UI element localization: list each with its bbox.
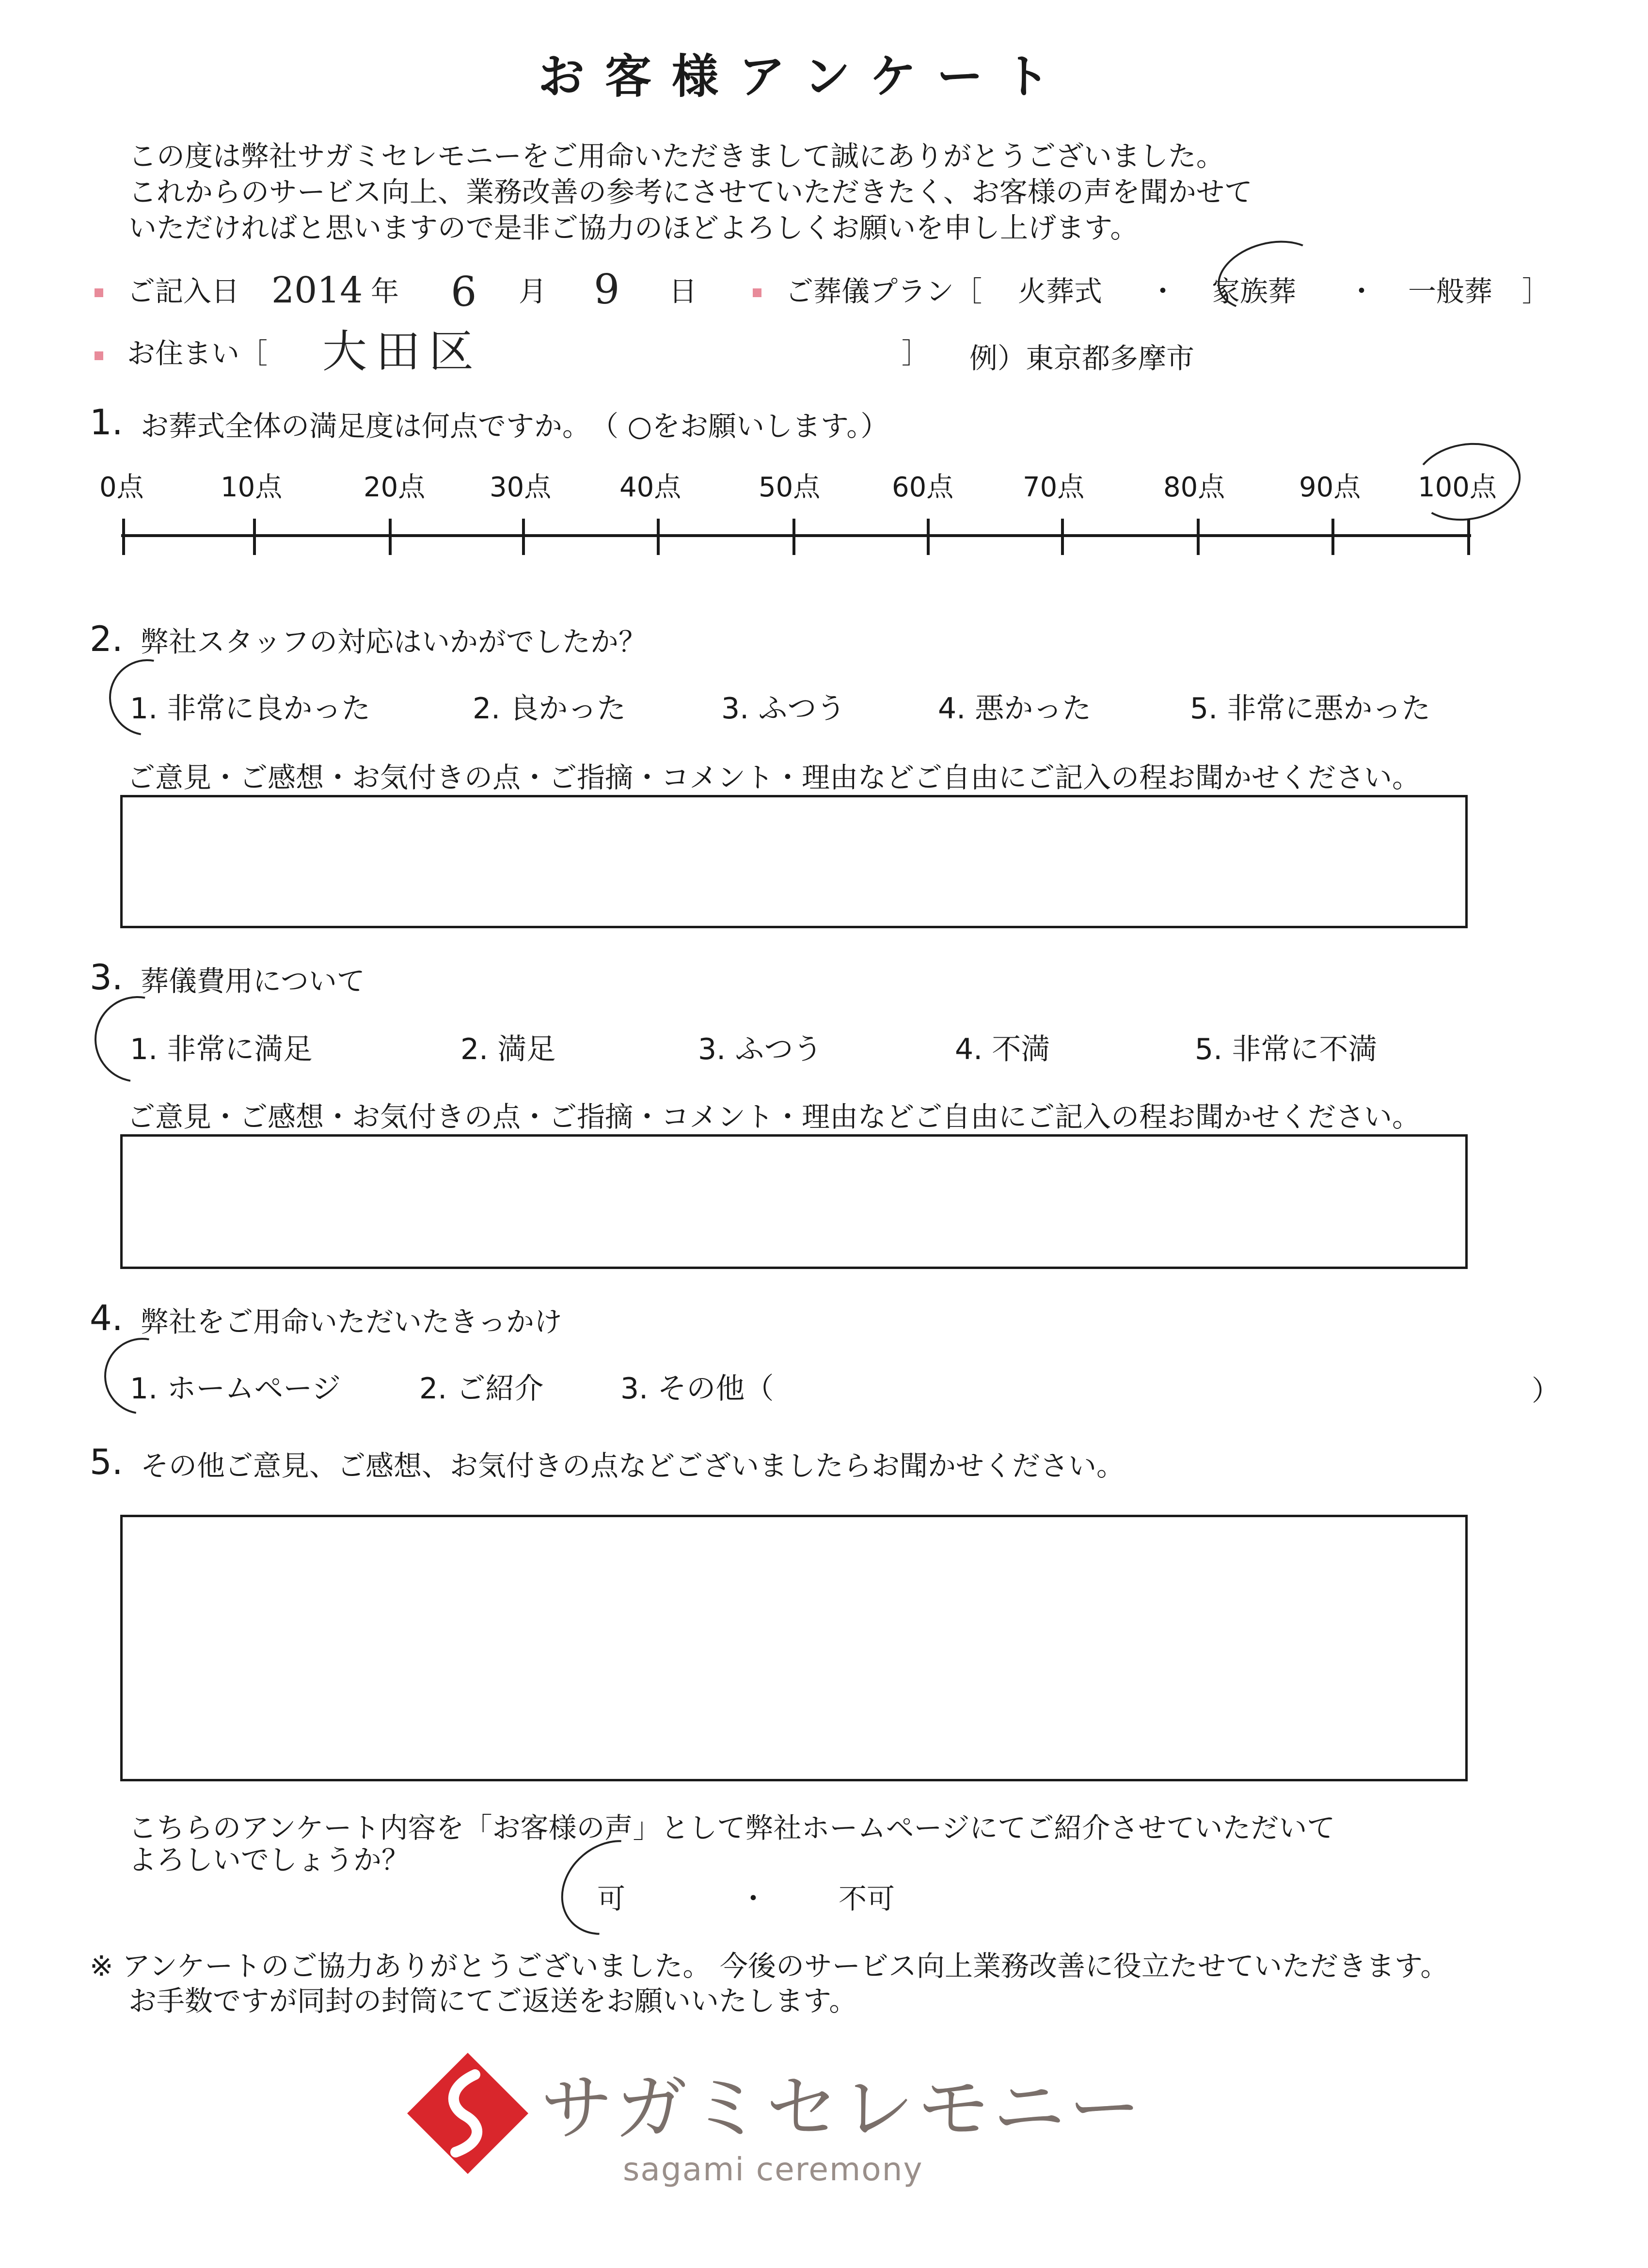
q3-comment-prompt: ご意見・ご感想・お気付きの点・ご指摘・コメント・理由などご自由にご記入の程お聞かせください。 — [127, 1100, 1421, 1133]
publish-option-yes[interactable]: 可 — [597, 1882, 626, 1915]
score-scale-line — [0, 0, 1648, 582]
intro-line: いただければと思いますので是非ご協力のほどよろしくお願いを申し上げます。 — [128, 211, 1139, 244]
plan-close: ］ — [1522, 275, 1551, 308]
intro-line: この度は弊社サガミセレモニーをご用命いただきまして誠にありがとうございました。 — [128, 140, 1224, 173]
q3-option-5[interactable]: 5. 非常に不満 — [1195, 1032, 1378, 1066]
q3-comment-box[interactable] — [120, 1134, 1468, 1269]
q4-option-1[interactable]: 1. ホームページ — [130, 1372, 341, 1406]
q4-option-3[interactable]: 3. その他（ — [620, 1372, 774, 1406]
address-close: ］ — [902, 337, 930, 370]
plan-separator: ・ — [1149, 275, 1177, 308]
q5-number: 5. — [90, 1442, 123, 1482]
plan-option-cremation[interactable]: 火葬式 — [1018, 275, 1103, 308]
q3-text: 葬儀費用について — [141, 965, 365, 998]
q4-text: 弊社をご用命いただいたきっかけ — [141, 1305, 563, 1338]
address-example: 例）東京都多摩市 — [969, 342, 1195, 375]
q2-option-1[interactable]: 1. 非常に良かった — [130, 692, 371, 726]
day-field[interactable]: 9 — [594, 266, 620, 313]
date-label: ご記入日 — [127, 275, 240, 308]
logo-mark-icon — [402, 2048, 533, 2179]
q3-option-4[interactable]: 4. 不満 — [955, 1032, 1050, 1066]
score-label-10[interactable]: 10点 — [221, 472, 283, 503]
footer-note-line: ※ アンケートのご協力ありがとうございました。 今後のサービス向上業務改善に役立たせていただきます。 — [90, 1950, 1449, 1983]
q4-other-close: ） — [1532, 1374, 1560, 1407]
address-field[interactable]: 大田区 — [322, 326, 483, 378]
day-label: 日 — [669, 275, 697, 308]
publish-option-no[interactable]: 不可 — [839, 1882, 895, 1915]
logo-name: サガミセレモニー — [540, 2066, 1144, 2151]
year-field[interactable]: 2014 — [271, 270, 363, 311]
score-label-80[interactable]: 80点 — [1163, 472, 1225, 503]
plan-separator: ・ — [1347, 275, 1376, 308]
q5-comment-box[interactable] — [120, 1515, 1468, 1781]
company-logo — [402, 2048, 1251, 2193]
score-label-70[interactable]: 70点 — [1023, 472, 1085, 503]
q2-option-3[interactable]: 3. ふつう — [721, 692, 846, 726]
publish-separator: ・ — [739, 1882, 768, 1915]
score-label-0[interactable]: 0点 — [99, 472, 144, 503]
q2-option-2[interactable]: 2. 良かった — [473, 692, 626, 726]
q5-text: その他ご意見、ご感想、お気付きの点などございましたらお聞かせください。 — [141, 1449, 1125, 1482]
selection-circle-q4 — [89, 1323, 196, 1429]
plan-option-family[interactable]: 家族葬 — [1212, 275, 1297, 308]
publish-question-line: こちらのアンケート内容を「お客様の声」として弊社ホームページにてご紹介させていただいて — [128, 1811, 1335, 1844]
q1-number: 1. — [90, 402, 123, 443]
score-label-50[interactable]: 50点 — [759, 472, 821, 503]
q3-option-1[interactable]: 1. 非常に満足 — [130, 1032, 313, 1066]
month-field[interactable]: 6 — [451, 268, 477, 316]
q2-number: 2. — [90, 619, 123, 659]
publish-question — [128, 1812, 1335, 1876]
q1-text: お葬式全体の満足度は何点ですか。 （ ○をお願いします。） — [141, 410, 889, 443]
selection-circle-q2 — [94, 644, 201, 751]
q2-comment-box[interactable] — [120, 795, 1468, 928]
q3-option-3[interactable]: 3. ふつう — [698, 1032, 823, 1066]
q3-number: 3. — [90, 957, 123, 998]
year-label: 年 — [371, 275, 399, 308]
score-label-40[interactable]: 40点 — [619, 472, 681, 503]
logo-sub: sagami ceremony — [623, 2151, 923, 2188]
q4-option-2[interactable]: 2. ご紹介 — [419, 1372, 544, 1406]
intro-line: これからのサービス向上、業務改善の参考にさせていただきたく、お客様の声を聞かせて — [128, 175, 1252, 208]
q2-option-4[interactable]: 4. 悪かった — [938, 692, 1092, 726]
score-label-90[interactable]: 90点 — [1299, 472, 1361, 503]
q2-text: 弊社スタッフの対応はいかがでしたか？ — [141, 625, 647, 658]
address-label: お住まい［ — [127, 337, 268, 370]
plan-label: ご葬儀プラン［ — [785, 275, 982, 308]
footer-note-line: お手数ですが同封の封筒にてご返送をお願いいたします。 — [128, 1984, 857, 2017]
score-label-30[interactable]: 30点 — [490, 472, 552, 503]
publish-question-line: よろしいでしょうか？ — [128, 1843, 410, 1876]
survey-title: お客様アンケート — [538, 49, 1071, 104]
q4-number: 4. — [90, 1298, 123, 1338]
q2-comment-prompt: ご意見・ご感想・お気付きの点・ご指摘・コメント・理由などご自由にご記入の程お聞かせください。 — [127, 761, 1421, 794]
plan-option-general[interactable]: 一般葬 — [1408, 275, 1493, 308]
score-label-60[interactable]: 60点 — [892, 472, 954, 503]
q3-option-2[interactable]: 2. 満足 — [460, 1032, 556, 1066]
footer-note — [90, 1949, 1448, 2018]
score-label-100[interactable]: 100点 — [1418, 472, 1497, 503]
month-label: 月 — [519, 275, 547, 308]
score-label-20[interactable]: 20点 — [364, 472, 426, 503]
q2-option-5[interactable]: 5. 非常に悪かった — [1190, 692, 1431, 726]
